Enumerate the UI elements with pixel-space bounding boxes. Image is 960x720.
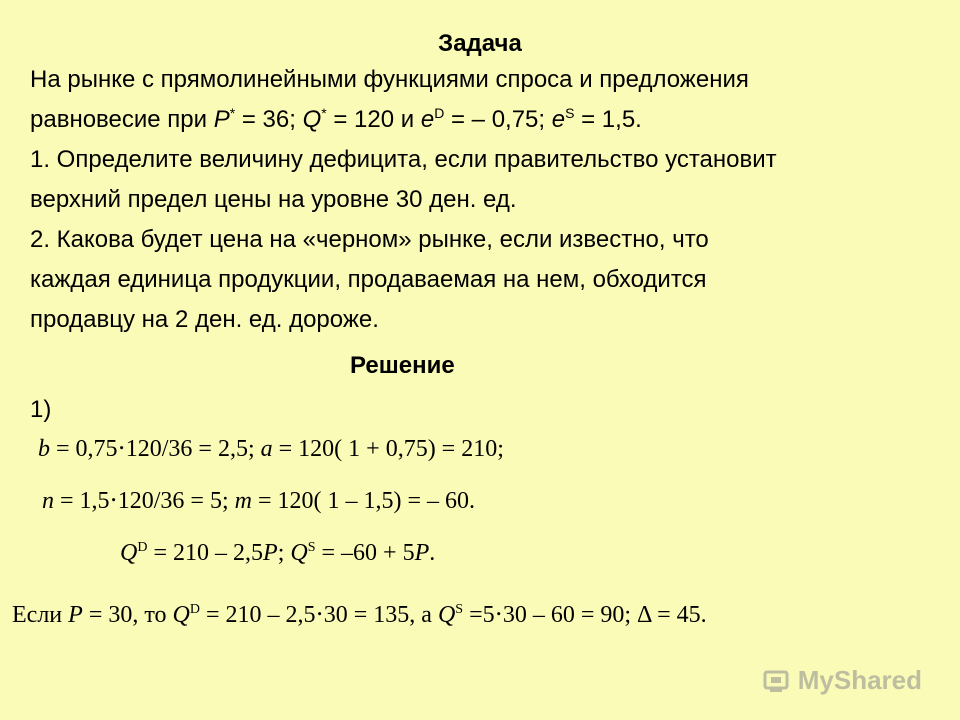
problem-line-3: 1. Определите величину дефицита, если правительство установит — [30, 146, 777, 173]
problem-line-7: продавцу на 2 ден. ед. дороже. — [30, 306, 379, 333]
formula-final: Если P = 30, то $Q^D = 210 - 2,5\cdot 30 = 135$, а $Q^S =5\cdot 30 - 60 = 90$; Δ = 45. — [12, 602, 707, 628]
problem-line-2: равновесие при P* = 36; Q* = 120 и $e^D$ = – 0,75; $e^S = 1,5$. — [30, 105, 642, 133]
problem-line-5: 2. Какова будет цена на «черном» рынке, если известно, что — [30, 226, 709, 253]
formula-n-m: n = 1,5⋅120/36 = 5; m = 120( 1 – 1,5) = – 60. — [42, 488, 476, 514]
problem-line-4: верхний предел цены на уровне 30 ден. ед. — [30, 186, 517, 213]
watermark-text: MyShared — [797, 665, 922, 695]
formula-b-a: b = 0,75⋅120/36 = 2,5; a = 120( 1 + 0,75) = 210; — [38, 436, 504, 462]
problem-line-1: На рынке с прямолинейными функциями спроса и предложения — [30, 66, 749, 93]
solution-title: Решение — [350, 352, 455, 379]
myshared-logo-icon — [762, 666, 792, 696]
formula-demand-supply: $Q^D = 210 - 2,5P$; $Q^S = -60 + 5P$. — [120, 540, 436, 566]
solution-step-1: 1) — [30, 396, 52, 423]
problem-line-6: каждая единица продукции, продаваемая на нем, обходится — [30, 266, 707, 293]
watermark — [762, 665, 922, 696]
problem-title: Задача — [438, 30, 522, 57]
problem-statement — [30, 60, 950, 340]
